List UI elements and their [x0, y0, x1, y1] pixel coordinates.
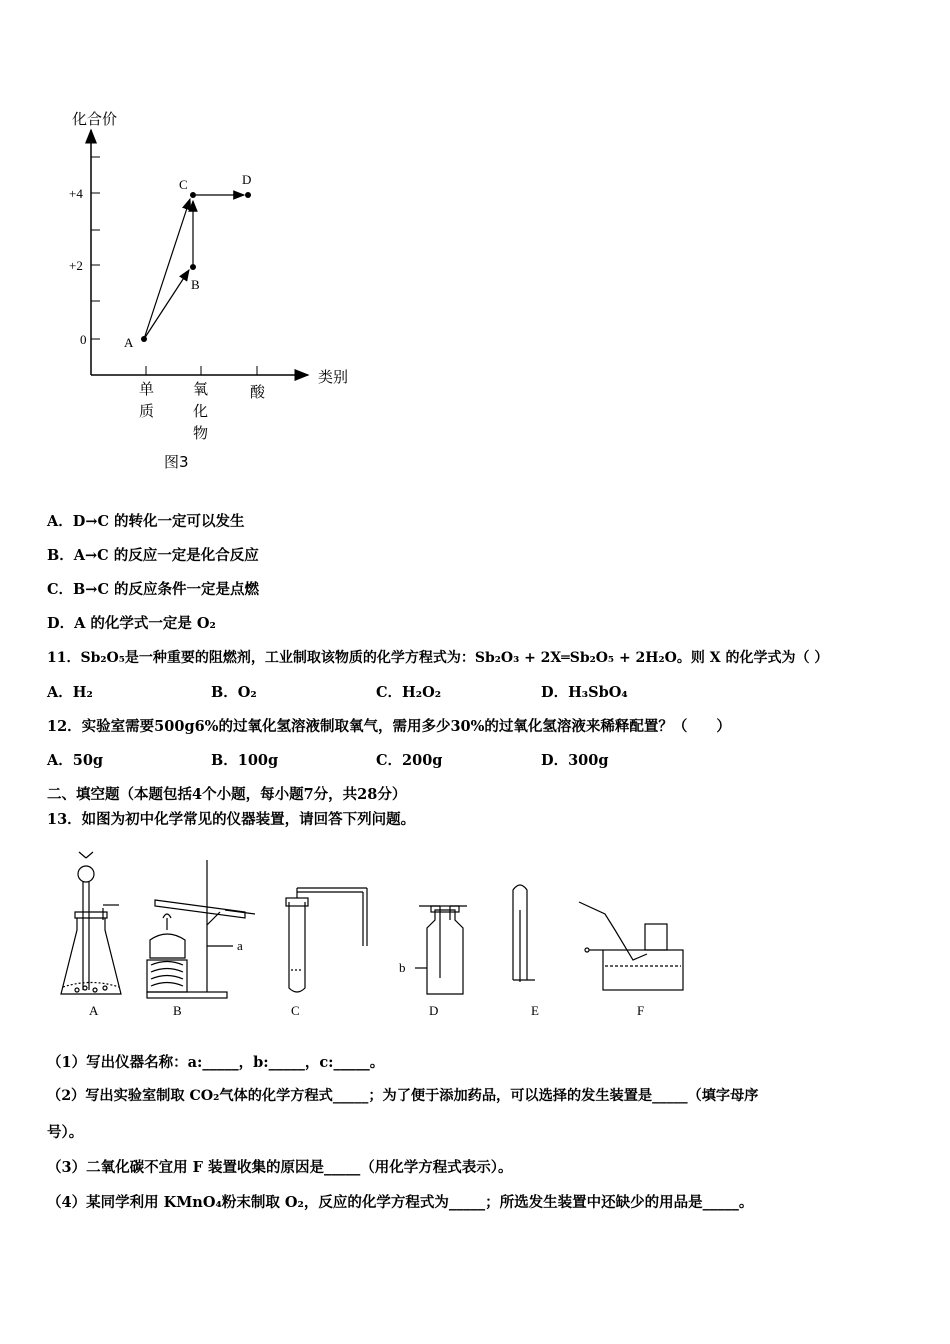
label-b: B [191, 277, 200, 292]
q11-option-d: D．H₃SbO₄ [541, 684, 628, 701]
section-2-heading: 二、填空题（本题包括4个小题，每小题7分，共28分） [47, 786, 407, 803]
q13-sub-3: （3）二氧化碳不宜用 F 装置收集的原因是_____（用化学方程式表示）。 [47, 1159, 513, 1176]
q12-option-a: A．50g [47, 752, 104, 769]
arrow-a-c [144, 199, 190, 339]
q10-option-d: D．A 的化学式一定是 O₂ [47, 615, 216, 632]
q11-stem: 11．Sb₂O₅是一种重要的阻燃剂，工业制取该物质的化学方程式为：Sb₂O₃ + 2X═Sb₂O₅ + 2H₂O。则 X 的化学式为（ ） [47, 650, 829, 666]
x-ticks [146, 366, 257, 375]
q10-option-b: B．A→C 的反应一定是化合反应 [47, 547, 259, 564]
apparatus-f-water-trough [579, 902, 683, 990]
q13-sub-4: （4）某同学利用 KMnO₄粉末制取 O₂，反应的化学方程式为_____；所选发生装置中还缺少的用品是_____。 [47, 1194, 754, 1211]
q12-stem: 12．实验室需要500g6%的过氧化氢溶液制取氧气，需用多少30%的过氧化氢溶液来稀释配置？（ ） [47, 718, 731, 735]
mark-b: b [399, 960, 406, 975]
apparatus-label-a: A [89, 1003, 99, 1018]
apparatus-a-flask [61, 852, 121, 994]
q13-stem: 13．如图为初中化学常见的仪器装置，请回答下列问题。 [47, 811, 416, 828]
x-cat-element-1: 单 [139, 380, 155, 398]
point-c [190, 192, 196, 198]
point-d [245, 192, 251, 198]
x-cat-oxide-3: 物 [193, 424, 209, 442]
x-cat-oxide-1: 氧 [193, 380, 209, 398]
q12-option-c: C．200g [376, 752, 443, 769]
apparatus-c-test-tube [286, 888, 367, 992]
q12-option-d: D．300g [541, 752, 609, 769]
y-ticks [91, 157, 100, 339]
x-cat-oxide-2: 化 [193, 402, 209, 420]
apparatus-label-f: F [637, 1003, 645, 1018]
figure-caption: 图3 [164, 453, 189, 471]
label-c: C [179, 177, 188, 192]
apparatus-label-e: E [531, 1003, 539, 1018]
y-tick-plus4: +4 [69, 186, 83, 201]
x-axis-label: 类别 [318, 368, 349, 386]
arrow-a-b [144, 270, 189, 339]
y-tick-plus2: +2 [69, 258, 83, 273]
apparatus-e-tube [513, 885, 535, 982]
apparatus-label-d: D [429, 1003, 439, 1018]
q11-option-a: A．H₂ [47, 684, 93, 701]
apparatus-label-c: C [291, 1003, 300, 1018]
q11-option-c: C．H₂O₂ [376, 684, 442, 701]
q13-sub-2: （2）写出实验室制取 CO₂气体的化学方程式_____；为了便于添加药品，可以选择的发生装置是_____（填字母序 [47, 1088, 759, 1104]
y-tick-0: 0 [80, 332, 87, 347]
apparatus-figure [55, 850, 705, 1025]
q10-option-c: C．B→C 的反应条件一定是点燃 [47, 581, 260, 598]
q13-sub-1: （1）写出仪器名称：a:_____，b:_____，c:_____。 [47, 1054, 385, 1071]
q13-sub-2-cont: 号）。 [47, 1124, 84, 1141]
label-a: A [124, 335, 134, 350]
x-cat-element-2: 质 [139, 402, 155, 420]
apparatus-label-b: B [173, 1003, 182, 1018]
x-cat-acid: 酸 [250, 383, 266, 401]
apparatus-d-gas-bottle [415, 906, 467, 994]
y-axis-label: 化合价 [72, 110, 118, 128]
mark-a: a [237, 938, 243, 953]
apparatus-b-heating-setup [147, 860, 255, 998]
q12-option-b: B．100g [211, 752, 279, 769]
label-d: D [242, 172, 252, 187]
point-b [190, 264, 196, 270]
q11-option-b: B．O₂ [211, 684, 257, 701]
q10-option-a: A．D→C 的转化一定可以发生 [47, 513, 245, 530]
figure-3-valence-chart [60, 100, 380, 480]
